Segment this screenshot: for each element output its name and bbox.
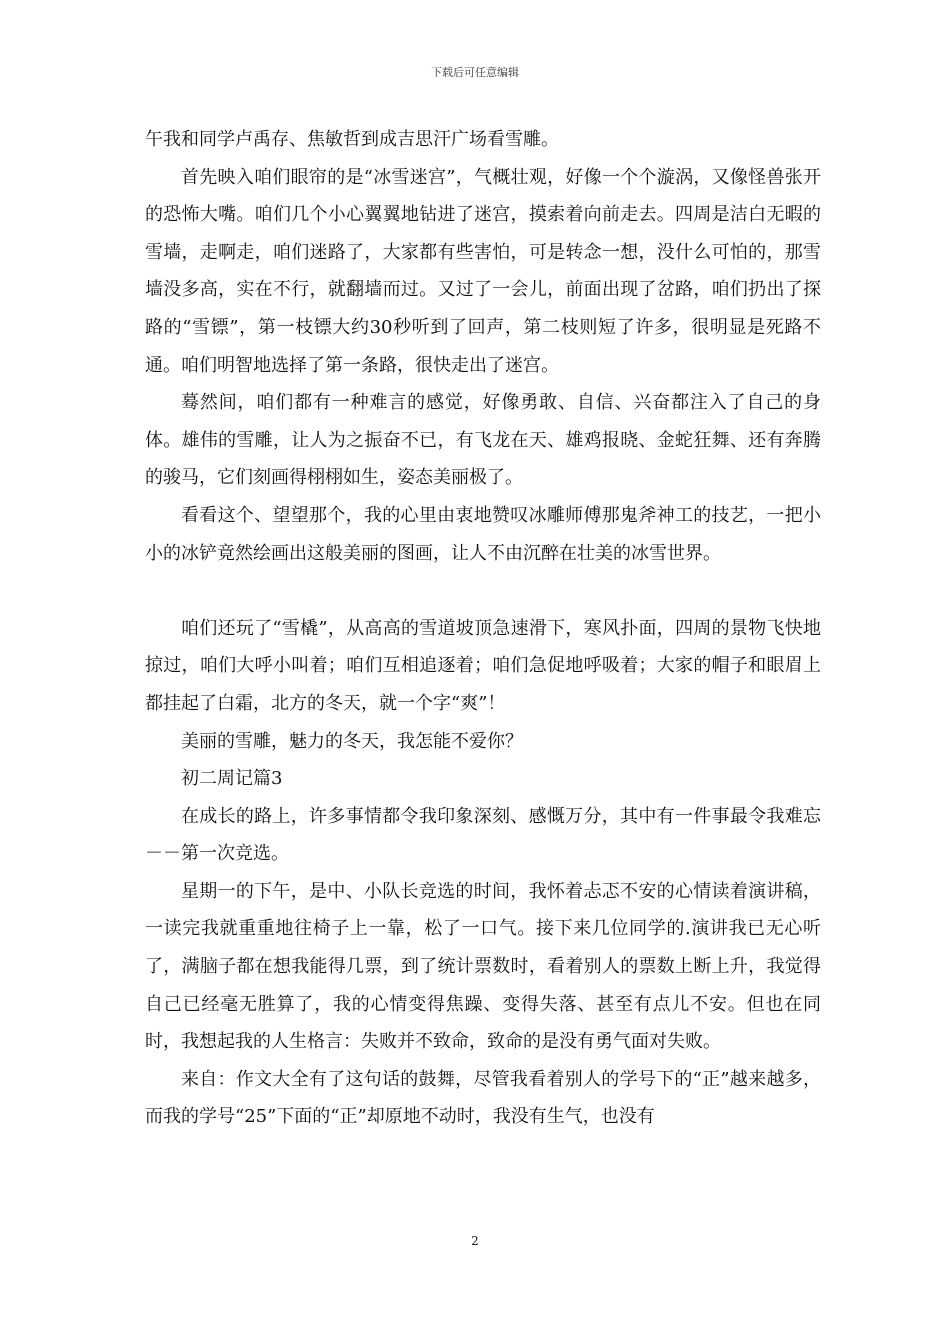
paragraph-election: 星期一的下午，是中、小队长竞选的时间，我怀着忐忑不安的心情读着演讲稿，一读完我就重重地往椅子上一靠，松了一口气。接下来几位同学的.演讲我已无心听了，满脑子都在想我能得几票，到了统计票数时，看着别人的票数上断上升，我觉得自己已经毫无胜算了，我的心情变得焦躁、变得失落、甚至有点儿不安。但也在同时，我想起我的人生格言：失败并不致命，致命的是没有勇气面对失败。 — [145, 880, 821, 1053]
page-header: 下载后可任意编辑 — [431, 66, 519, 79]
paragraph-craftsmanship: 看看这个、望望那个，我的心里由衷地赞叹冰雕师傅那鬼斧神工的技艺，一把小小的冰铲竟然绘画出这般美丽的图画，让人不由沉醉在壮美的冰雪世界。 — [145, 504, 821, 564]
section-heading: 初二周记篇3 — [181, 768, 283, 790]
paragraph-continued: 午我和同学卢禹存、焦敏哲到成吉思汗广场看雪雕。 — [145, 129, 559, 150]
paragraph-growth: 在成长的路上，许多事情都令我印象深刻、感慨万分，其中有一件事最令我难忘－－第一次竞选。 — [145, 805, 821, 865]
paragraph-gap — [145, 572, 821, 610]
page-number: 2 — [471, 1234, 479, 1248]
paragraph-closing: 美丽的雪雕，魅力的冬天，我怎能不爱你？ — [181, 730, 523, 752]
paragraph-sled: 咱们还玩了“雪橇”，从高高的雪道坡顶急速滑下，寒风扑面，四周的景物飞快地掠过，咱们大呼小叫着；咱们互相追逐着；咱们急促地呼吸着；大家的帽子和眼眉上都挂起了白霜，北方的冬天，就一个字“爽”！ — [145, 617, 821, 714]
paragraph-ice-maze: 首先映入咱们眼帘的是“冰雪迷宫”，气概壮观，好像一个个漩涡，又像怪兽张开的恐怖大嘴。咱们几个小心翼翼地钻进了迷宫，摸索着向前走去。四周是洁白无暇的雪墙，走啊走，咱们迷路了，大家都有些害怕，可是转念一想，没什么可怕的，那雪墙没多高，实在不行，就翻墙而过。又过了一会儿，前面出现了岔路，咱们扔出了探路的“雪镖”，第一枝镖大约30秒听到了回声，第二枝则短了许多，很明显是死路不通。咱们明智地选择了第一条路，很快走出了迷宫。 — [145, 166, 821, 376]
document-body — [145, 121, 821, 1136]
paragraph-snow-sculptures: 蓦然间，咱们都有一种难言的感觉，好像勇敢、自信、兴奋都注入了自己的身体。雄伟的雪雕，让人为之振奋不已，有飞龙在天、雄鸡报晓、金蛇狂舞、还有奔腾的骏马，它们刻画得栩栩如生，姿态美丽极了。 — [145, 392, 821, 489]
paragraph-encouragement: 来自：作文大全有了这句话的鼓舞，尽管我看着别人的学号下的“正”越来越多，而我的学号“25”下面的“正”却原地不动时，我没有生气，也没有 — [145, 1068, 821, 1128]
